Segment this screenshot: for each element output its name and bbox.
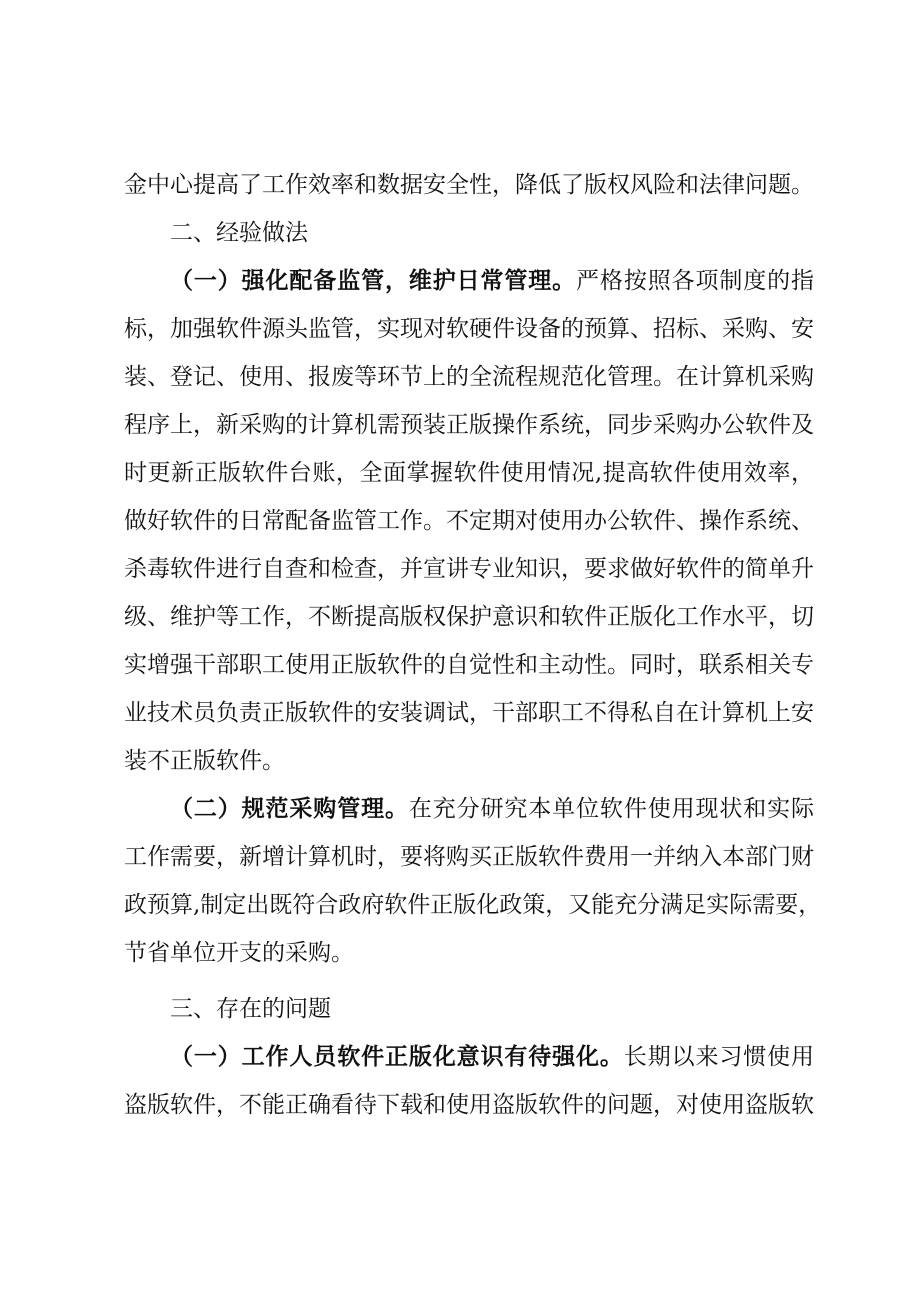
text-line: 级、维护等工作，不断提高版权保护意识和软件正版化工作水平，切	[124, 604, 814, 630]
text-line: 装、登记、使用、报废等环节上的全流程规范化管理。在计算机采购	[124, 364, 814, 390]
text-line: 政预算,制定出既符合政府软件正版化政策，又能充分满足实际需要，	[124, 892, 822, 918]
text-line: 实增强干部职工使用正版软件的自觉性和主动性。同时，联系相关专	[124, 652, 814, 678]
paragraph-first-line	[170, 1042, 814, 1072]
text-line: 做好软件的日常配备监管工作。不定期对使用办公软件、操作系统、	[124, 508, 814, 534]
text-line: 盗版软件，不能正确看待下载和使用盗版软件的问题，对使用盗版软	[124, 1092, 814, 1118]
paragraph-lead-procurement: （二）规范采购管理。	[170, 796, 409, 822]
paragraph-text: 在充分研究本单位软件使用现状和实际	[408, 796, 815, 822]
text-line: 业技术员负责正版软件的安装调试，干部职工不得私自在计算机上安	[124, 700, 814, 726]
text-line: 时更新正版软件台账，全面掌握软件使用情况,提高软件使用效率，	[124, 460, 814, 486]
text-line: 金中心提高了工作效率和数据安全性，降低了版权风险和法律问题。	[124, 172, 814, 198]
section-heading-problems: 三、存在的问题	[170, 996, 331, 1022]
text-line: 装不正版软件。	[124, 748, 285, 774]
paragraph-lead-supervision: （一）强化配备监管，维护日常管理。	[170, 268, 577, 294]
text-line: 标，加强软件源头监管，实现对软硬件设备的预算、招标、采购、安	[124, 316, 814, 342]
section-heading-experience: 二、经验做法	[170, 220, 308, 246]
paragraph-first-line	[170, 794, 814, 824]
text-line: 节省单位开支的采购。	[124, 940, 354, 966]
paragraph-text: 严格按照各项制度的指	[576, 268, 815, 294]
text-line: 杀毒软件进行自查和检查，并宣讲专业知识，要求做好软件的简单升	[124, 556, 814, 582]
paragraph-text: 长期以来习惯使用	[623, 1044, 815, 1070]
text-line: 工作需要，新增计算机时，要将购买正版软件费用一并纳入本部门财	[124, 844, 814, 870]
paragraph-lead-awareness: （一）工作人员软件正版化意识有待强化。	[170, 1044, 624, 1070]
text-line: 程序上，新采购的计算机需预装正版操作系统，同步采购办公软件及	[124, 412, 814, 438]
paragraph-first-line	[170, 266, 814, 296]
